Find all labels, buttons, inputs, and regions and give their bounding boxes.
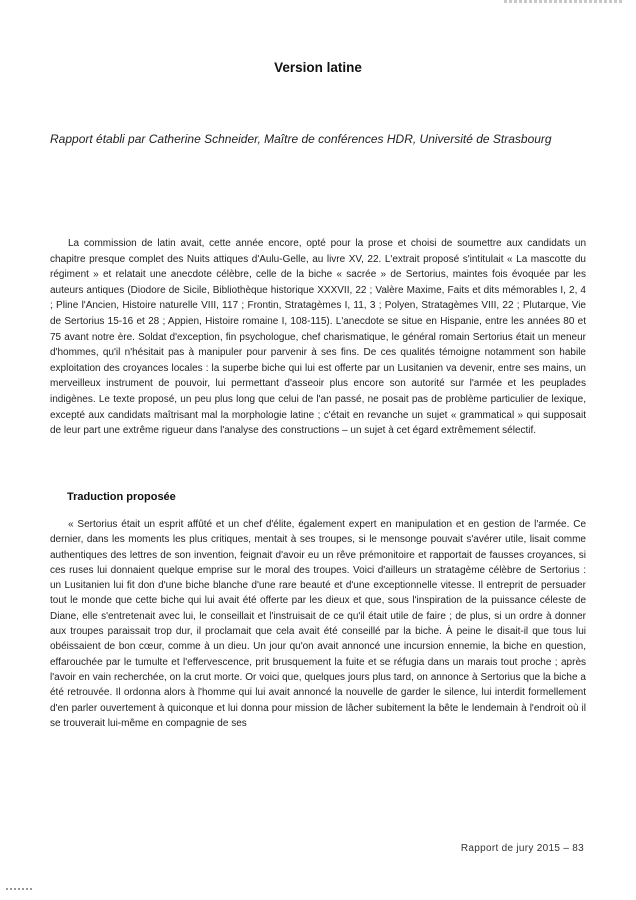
translation-paragraph: « Sertorius était un esprit affûté et un chef d'élite, également expert en manipulation et en gestion de l'armée. Ce dernier, dans les moments les plus critiques, mentait à ses troupes, si le mensonge pouvait s'avérer utile, lisait comme authentiques des lettres de son invention, feignait d'avoir eu un rêve prémonitoire et rapportait de fausses croyances, si ces ruses lui donnaient quelque emprise sur le moral des troupes. Voici d'ailleurs un stratagème célèbre de Sertorius : un Lusitanien lui fit don d'une biche blanche d'une rare beauté et d'une exceptionnelle vitesse. Il entreprit de persuader tout le monde que cette biche qui lui avait été offerte par les dieux et que, sous l'inspiration de la puissance céleste de Diane, elle s'entretenait avec lui, le conseillait et l'instruisait de ce qu'il était utile de faire ; de plus, si un ordre à donner aux troupes paraissait trop dur, il proclamait que cela avait été conseillé par la biche. À peine le disait-il que tous lui obéissaient de bon cœur, comme à un dieu. Un jour qu'on avait annoncé une incursion ennemie, la biche en question, effarouchée par le tumulte et l'effervescence, prit brusquement la fuite et se réfugia dans un marais tout proche ; après l'avoir en vain recherchée, on la crut morte. Or voici que, quelques jours plus tard, on annonce à Sertorius que la biche a été retrouvée. Il ordonna alors à l'homme qui lui avait annoncé la nouvelle de garder le silence, lui interdit formellement d'en parler ouvertement à quiconque et lui donna pour mission de lâcher subitement la bête le lendemain à l'endroit où il se trouverait lui-même en compagnie de ses: [50, 519, 586, 729]
scan-artifact-bottom: [6, 888, 32, 890]
page-footer: Rapport de jury 2015 – 83: [460, 843, 584, 854]
section-heading: Traduction proposée: [67, 491, 176, 503]
page-title: Version latine: [274, 60, 362, 75]
report-author-line: Rapport établi par Catherine Schneider, Maître de conférences HDR, Université de Strasbourg: [50, 132, 552, 146]
intro-paragraph: La commission de latin avait, cette année encore, opté pour la prose et choisi de soumettre aux candidats un chapitre presque complet des Nuits attiques d'Aulu-Gelle, au livre XV, 22. L'extrait proposé s'intitulait « La mascotte du régiment » et relatait une anecdote célèbre, celle de la biche « sacrée » de Sertorius, maintes fois évoquée par les auteurs antiques (Diodore de Sicile, Bibliothèque historique XXXVII, 22 ; Valère Maxime, Faits et dits mémorables I, 2, 4 ; Pline l'Ancien, Histoire naturelle VIII, 117 ; Frontin, Stratagèmes I, 11, 3 ; Polyen, Stratagèmes VIII, 22 ; Plutarque, Vie de Sertorius 15-16 et 28 ; Appien, Histoire romaine I, 108-115). L'anecdote se situe en Hispanie, entre les années 80 et 75 avant notre ère. Soldat d'exception, fin psychologue, chef charismatique, le général romain Sertorius était un meneur d'hommes, qu'il n'hésitait pas à manipuler pour parvenir à ses fins. De ces qualités témoigne notamment son habile exploitation des croyances locales : la superbe biche qui lui est offerte par un Lusitanien va devenir, entre ses mains, un merveilleux instrument de pouvoir, lui permettant d'asseoir plus encore son autorité sur l'armée et les peuplades indigènes. Le texte proposé, un peu plus long que celui de l'an passé, ne posait pas de problème particulier de lexique, excepté aux candidats maîtrisant mal la morphologie latine ; c'était en revanche un sujet « grammatical » qui supposait de leur part une extrême rigueur dans l'analyse des constructions – un sujet à cet égard extrêmement sélectif.: [50, 238, 586, 437]
scan-artifact: [504, 0, 624, 3]
